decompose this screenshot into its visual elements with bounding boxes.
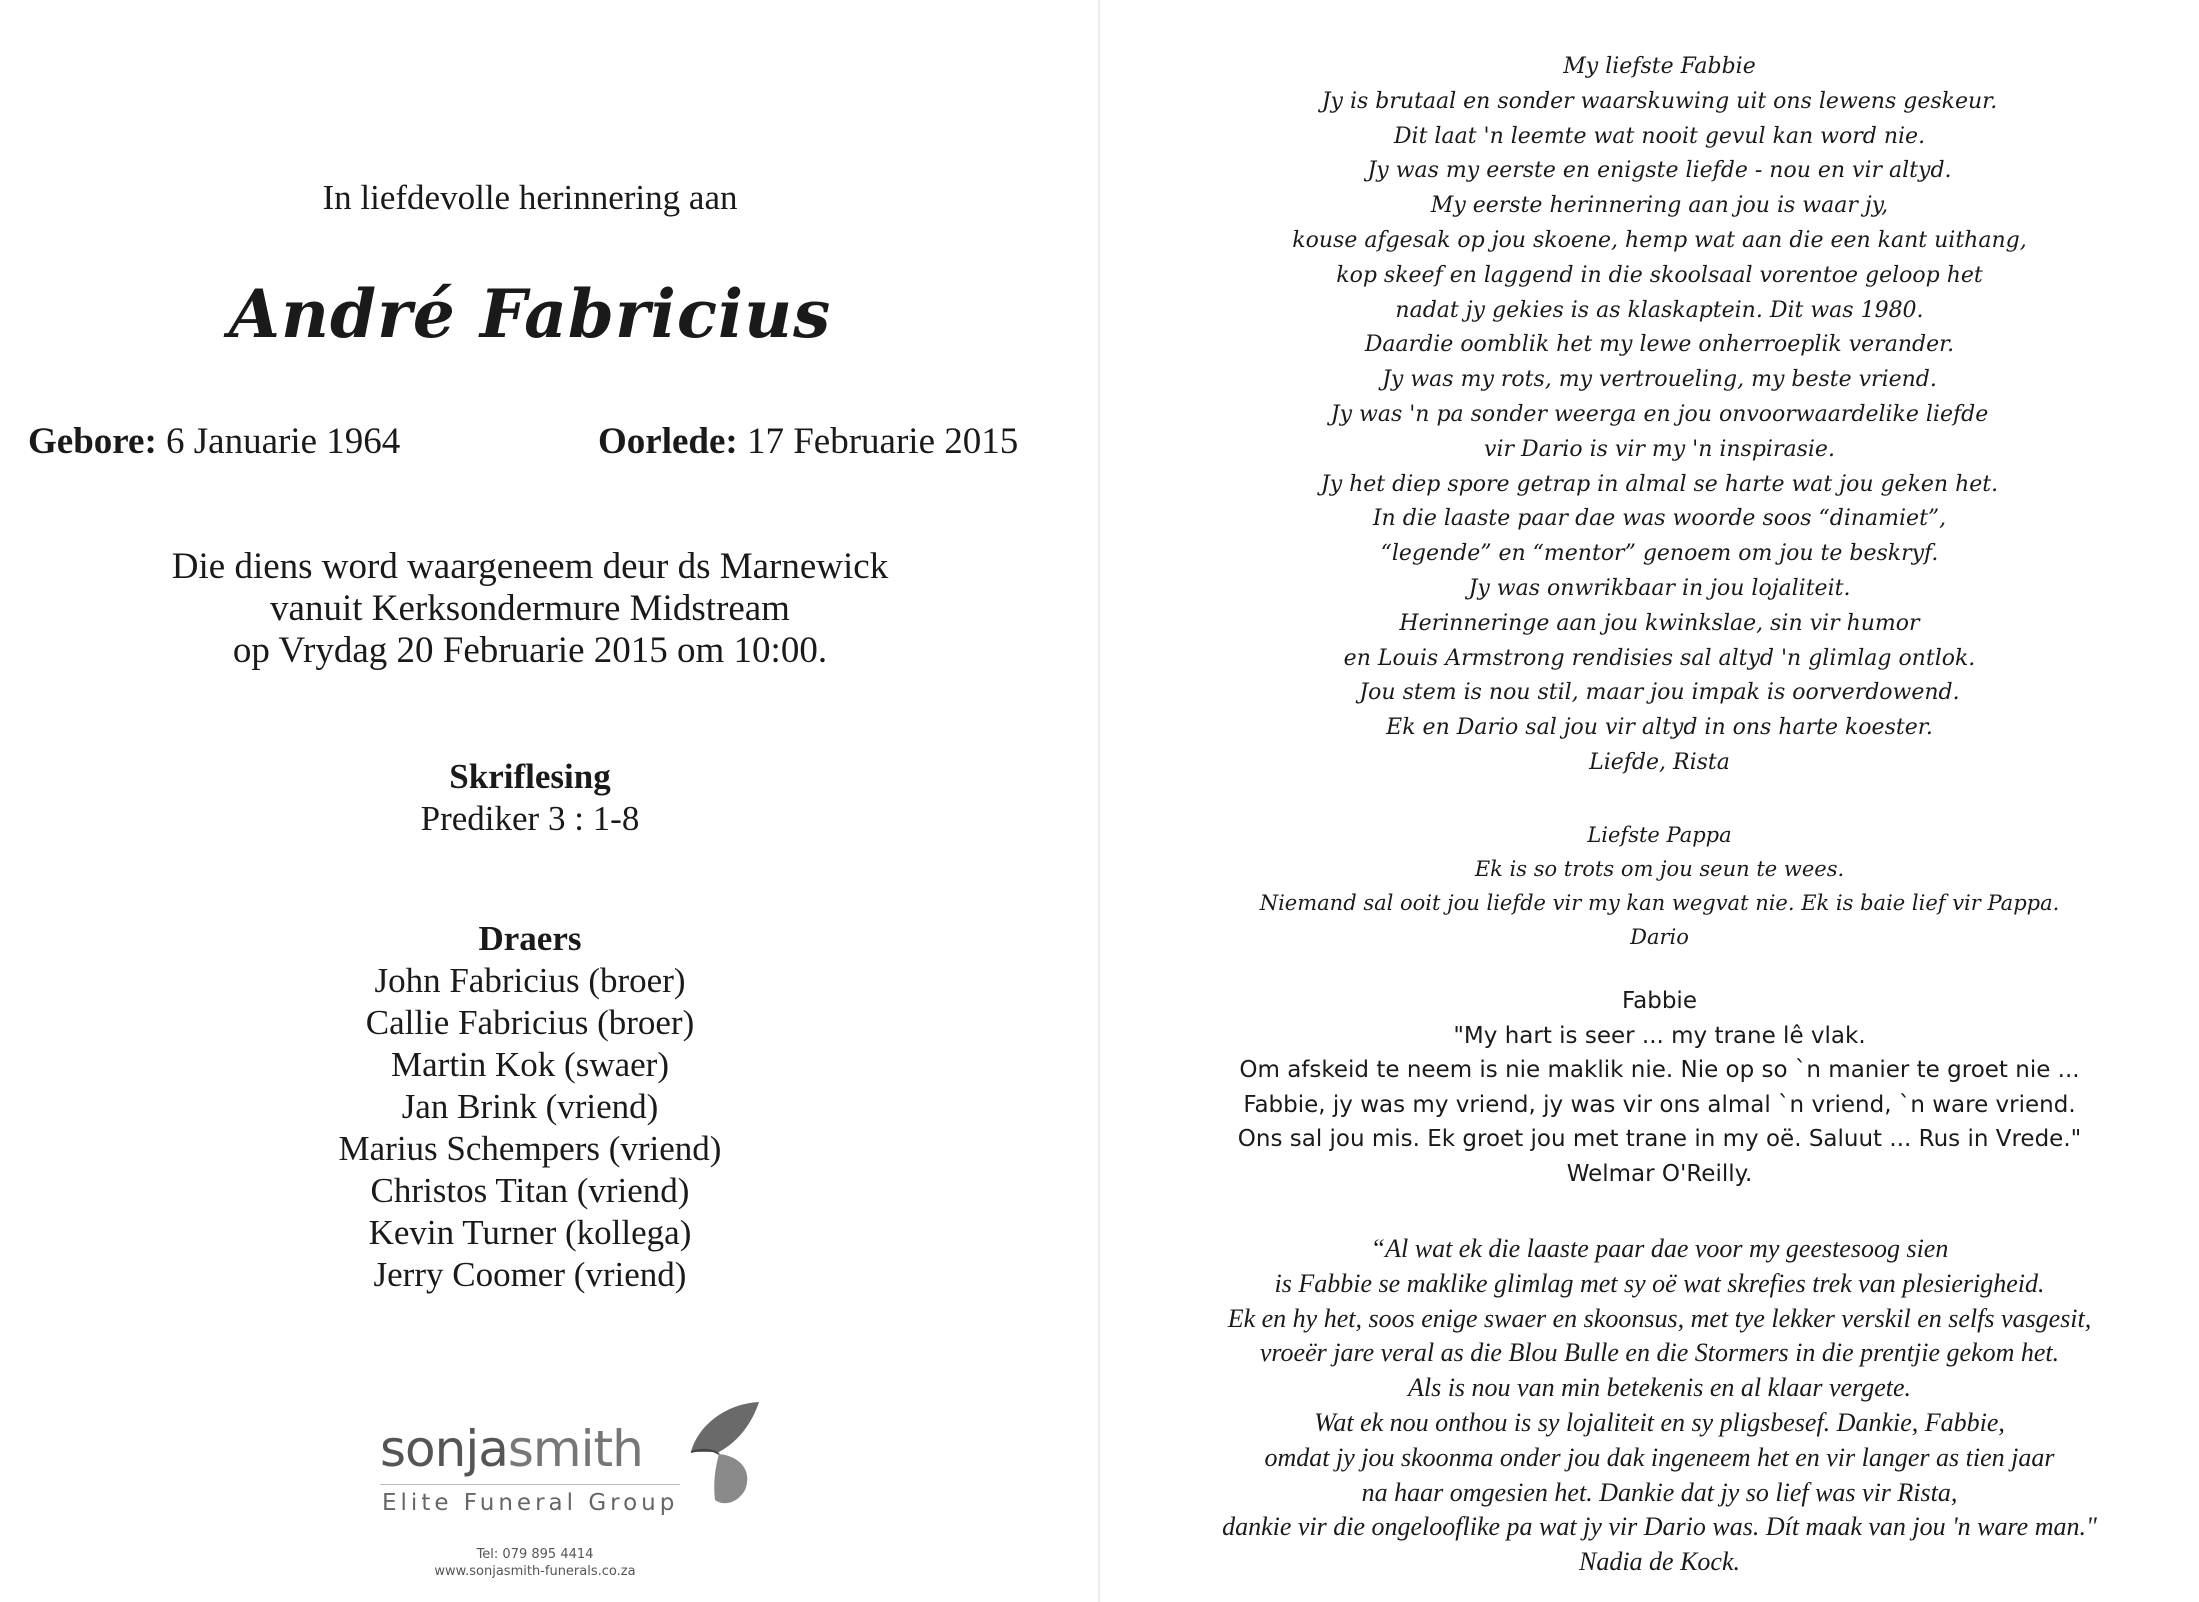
bearer-item: John Fabricius (broer) (374, 961, 686, 1000)
left-page (0, 0, 1080, 1602)
tribute-line: Ons sal jou mis. Ek groet jou met trane in my oë. Saluut ... Rus in Vrede." (1237, 1126, 2082, 1153)
fold-line (1098, 0, 1100, 1602)
bearer-item: Callie Fabricius (broer) (365, 1003, 695, 1042)
tribute-line: nadat jy gekies is as klaskaptein. Dit was 1980. (1395, 297, 1924, 323)
reading-text: Prediker 3 : 1-8 (420, 799, 640, 838)
deceased-name: André Fabricius (228, 275, 832, 353)
bearer-item: Marius Schempers (vriend) (338, 1129, 722, 1168)
tribute-line: Fabbie, jy was my vriend, jy was vir ons almal `n vriend, `n ware vriend. (1243, 1091, 2076, 1118)
tribute-line: Jy was onwrikbaar in jou lojaliteit. (1468, 575, 1851, 601)
bearer-item: Christos Titan (vriend) (370, 1171, 690, 1210)
tribute-line: Ek en hy het, soos enige swaer en skoonsus, met tye lekker verskil en selfs vasgesit, (1227, 1303, 2092, 1333)
tribute-line: “Al wat ek die laaste paar dae voor my geestesoog sien (1370, 1234, 1949, 1263)
died-info (598, 420, 1018, 463)
contact-info (380, 1546, 690, 1580)
tribute-line: Welmar O'Reilly. (1566, 1160, 1753, 1187)
funeral-logo (380, 1400, 760, 1520)
tribute-line: Ek is so trots om jou seun te wees. (1474, 857, 1845, 881)
tribute-line: Niemand sal ooit jou liefde vir my kan wegvat nie. Ek is baie lief vir Pappa. (1259, 891, 2060, 915)
scripture-reading (0, 756, 1060, 840)
tribute-line: Om afskeid te neem is nie maklik nie. Nie op so `n manier te groet nie ... (1239, 1057, 2080, 1084)
tribute-line: Herinneringe aan jou kwinkslae, sin vir humor (1399, 610, 1920, 636)
died-label: Oorlede: (598, 421, 738, 462)
butterfly-icon (683, 1400, 765, 1508)
tribute-line: Jy was my rots, my vertroueling, my beste vriend. (1382, 367, 1937, 393)
contact-tel: Tel: 079 895 4414 (476, 1547, 594, 1562)
tribute-line: In die laaste paar dae was woorde soos “dinamiet”, (1372, 506, 1947, 532)
tribute-line: My eerste herinnering aan jou is waar jy, (1430, 193, 1889, 219)
born-info (28, 420, 400, 463)
service-line: op Vrydag 20 Februarie 2015 om 10:00. (232, 630, 828, 671)
born-date: 6 Januarie 1964 (166, 421, 401, 462)
tribute-line: Jy was my eerste en enigste liefde - nou en vir altyd. (1367, 158, 1952, 184)
tribute-line: omdat jy jou skoonma onder jou dak ingeneem het en vir langer as tien jaar (1264, 1442, 2055, 1472)
bearer-item: Martin Kok (swaer) (391, 1045, 669, 1084)
bearer-item: Jan Brink (vriend) (401, 1087, 659, 1126)
logo-divider (380, 1484, 680, 1485)
intro-text: In liefdevolle herinnering aan (322, 178, 738, 217)
bearer-item: Jerry Coomer (vriend) (373, 1255, 687, 1294)
pallbearers (0, 918, 1060, 1296)
tribute-nadia (1120, 1232, 2199, 1580)
died-date: 17 Februarie 2015 (746, 421, 1019, 462)
tribute-line: Jou stem is nou stil, maar jou impak is oorverdowend. (1359, 680, 1960, 706)
tribute-line: na haar omgesien het. Dankie dat jy so lief was vir Rista, (1361, 1477, 1958, 1507)
logo-wordmark (380, 1420, 643, 1478)
tribute-line: Dario (1630, 925, 1689, 949)
tribute-line: vir Dario is vir my 'n inspirasie. (1484, 436, 1835, 462)
tribute-line: Nadia de Kock. (1578, 1547, 1741, 1577)
tribute-line: Jy was 'n pa sonder weerga en jou onvoorwaardelike liefde (1330, 401, 1989, 427)
tribute-line: Jy het diep spore getrap in almal se harte wat jou geken het. (1320, 471, 1999, 497)
tribute-line: Liefste Pappa (1587, 823, 1732, 847)
tribute-line: My liefste Fabbie (1563, 54, 1756, 79)
tribute-line: vroeër jare veral as die Blou Bulle en die Stormers in die prentjie gekom het. (1259, 1338, 2060, 1368)
tribute-line: is Fabbie se maklike glimlag met sy oë wat skrefies trek van plesierigheid. (1274, 1268, 2045, 1298)
tribute-line: kop skeef en laggend in die skoolsaal vorentoe geloop het (1336, 262, 1983, 288)
reading-heading: Skriflesing (449, 757, 611, 796)
tribute-line: Als is nou van min betekenis en al klaar vergete. (1407, 1373, 1911, 1403)
tribute-line: Dit laat 'n leemte wat nooit gevul kan word nie. (1393, 123, 1926, 149)
bearers-heading: Draers (478, 919, 582, 958)
contact-web: www.sonjasmith-funerals.co.za (434, 1564, 636, 1579)
tribute-line: Fabbie (1622, 988, 1697, 1014)
tribute-line: Jy is brutaal en sonder waarskuwing uit ons lewens geskeur. (1321, 88, 1998, 114)
tribute-dario (1120, 818, 2199, 954)
tribute-line: dankie vir die ongelooflike pa wat jy vir Dario was. Dít maak van jou 'n ware man." (1222, 1512, 2097, 1542)
tribute-line: Liefde, Rista (1589, 749, 1730, 775)
tribute-line: Ek en Dario sal jou vir altyd in ons harte koester. (1386, 715, 1933, 741)
tribute-line: “legende” en “mentor” genoem om jou te beskryf. (1380, 541, 1939, 567)
tribute-line: Daardie oomblik het my lewe onherroeplik verander. (1364, 332, 1955, 358)
tribute-line: "My hart is seer ... my trane lê vlak. (1453, 1022, 1866, 1049)
bearer-item: Kevin Turner (kollega) (368, 1213, 692, 1252)
tribute-rista (1120, 50, 2199, 781)
tribute-line: kouse afgesak op jou skoene, hemp wat aan die een kant uithang, (1292, 227, 2027, 253)
logo-word-b: smith (507, 1420, 643, 1478)
born-label: Gebore: (28, 421, 157, 462)
logo-tagline: Elite Funeral Group (382, 1490, 679, 1516)
tribute-line: Wat ek nou onthou is sy lojaliteit en sy pligsbesef. Dankie, Fabbie, (1314, 1407, 2005, 1437)
tribute-welmar (1120, 984, 2199, 1192)
service-line: vanuit Kerksondermure Midstream (270, 588, 790, 629)
service-line: Die diens word waargeneem deur ds Marnewick (171, 546, 889, 587)
logo-word-a: sonja (380, 1420, 508, 1478)
service-details (0, 546, 1060, 672)
tribute-line: en Louis Armstrong rendisies sal altyd 'n glimlag ontlok. (1343, 645, 1976, 671)
right-page (1120, 0, 2199, 1602)
